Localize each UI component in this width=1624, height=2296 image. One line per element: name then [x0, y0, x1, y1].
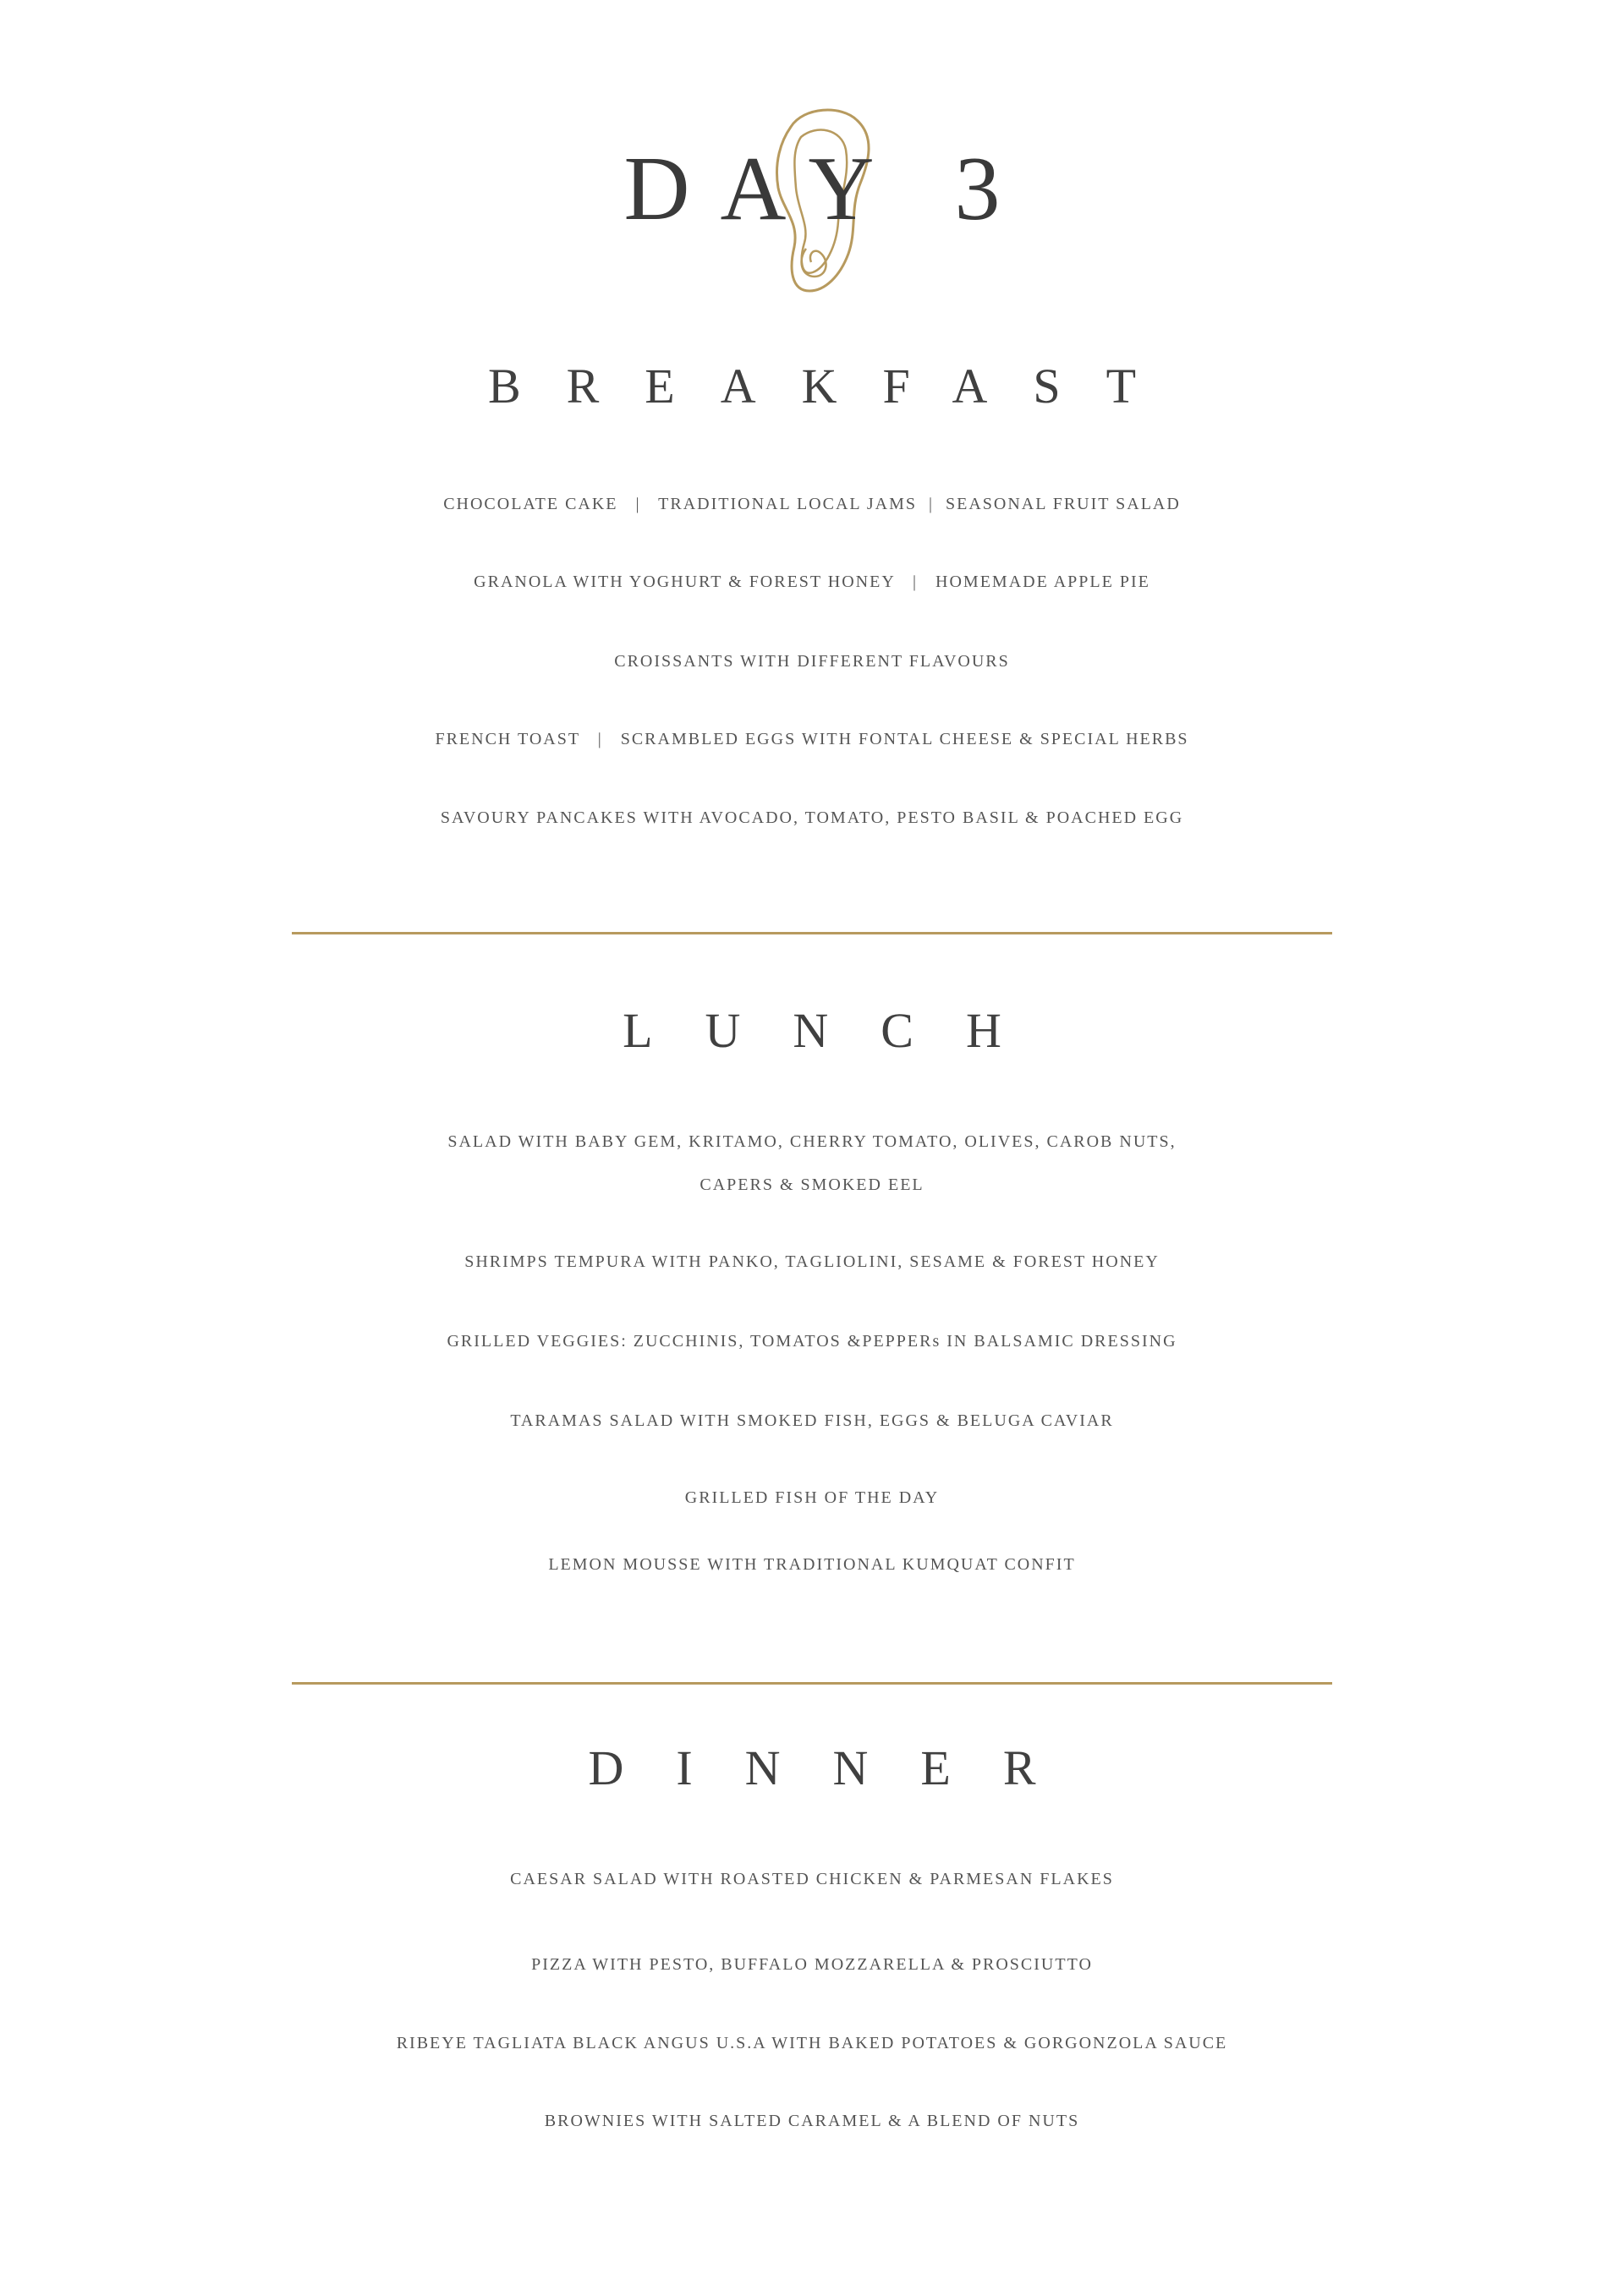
menu-line: GRANOLA WITH YOGHURT & FOREST HONEY | HOMEMADE APPLE PIE — [474, 573, 1150, 591]
menu-line: RIBEYE TAGLIATA BLACK ANGUS U.S.A WITH BAKED POTATOES & GORGONZOLA SAUCE — [396, 2034, 1228, 2052]
menu-line: CROISSANTS WITH DIFFERENT FLAVOURS — [614, 652, 1010, 671]
page-title: DAY 3 — [623, 139, 1031, 239]
menu-line: GRILLED VEGGIES: ZUCCHINIS, TOMATOS &PEPPERs IN BALSAMIC DRESSING — [447, 1332, 1177, 1351]
section-heading-dinner: DINNER — [588, 1740, 1089, 1795]
section-divider — [292, 932, 1332, 934]
menu-line: CAPERS & SMOKED EEL — [700, 1175, 924, 1194]
menu-line: PIZZA WITH PESTO, BUFFALO MOZZARELLA & PROSCIUTTO — [531, 1955, 1093, 1974]
section-divider — [292, 1682, 1332, 1685]
menu-line: SHRIMPS TEMPURA WITH PANKO, TAGLIOLINI, SESAME & FOREST HONEY — [464, 1252, 1160, 1271]
menu-line: FRENCH TOAST | SCRAMBLED EGGS WITH FONTAL CHEESE & SPECIAL HERBS — [435, 730, 1189, 748]
menu-line: CAESAR SALAD WITH ROASTED CHICKEN & PARMESAN FLAKES — [510, 1870, 1114, 1888]
menu-line: BROWNIES WITH SALTED CARAMEL & A BLEND OF NUTS — [544, 2112, 1080, 2130]
menu-line: SAVOURY PANCAKES WITH AVOCADO, TOMATO, PESTO BASIL & POACHED EGG — [440, 808, 1184, 827]
menu-line: LEMON MOUSSE WITH TRADITIONAL KUMQUAT CONFIT — [548, 1555, 1076, 1574]
menu-line: CHOCOLATE CAKE | TRADITIONAL LOCAL JAMS | SEASONAL FRUIT SALAD — [443, 495, 1181, 513]
menu-line: TARAMAS SALAD WITH SMOKED FISH, EGGS & BELUGA CAVIAR — [510, 1411, 1114, 1430]
section-heading-lunch: LUNCH — [623, 1003, 1054, 1058]
section-heading-breakfast: BREAKFAST — [487, 359, 1182, 414]
menu-line: GRILLED FISH OF THE DAY — [684, 1488, 940, 1507]
menu-line: SALAD WITH BABY GEM, KRITAMO, CHERRY TOMATO, OLIVES, CAROB NUTS, — [447, 1132, 1177, 1151]
